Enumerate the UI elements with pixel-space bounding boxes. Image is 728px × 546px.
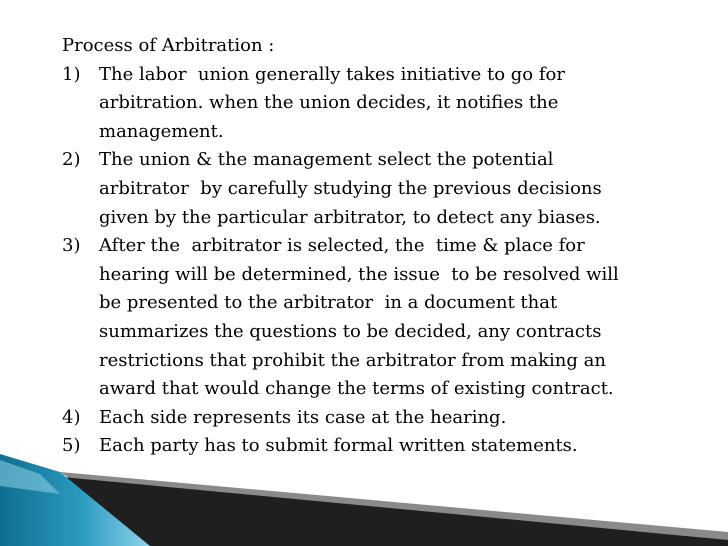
- item-number: 5): [62, 435, 81, 457]
- list-item: [62, 146, 662, 232]
- slide-heading: Process of Arbitration :: [62, 35, 275, 56]
- process-steps-list: [62, 61, 662, 461]
- item-number: 3): [62, 235, 81, 257]
- item-text-line: After the arbitrator is selected, the time & place for: [99, 235, 585, 257]
- footer-stripe-dark: [52, 476, 728, 546]
- item-text-line: be presented to the arbitrator in a document that: [99, 292, 558, 314]
- item-number: 2): [62, 149, 81, 171]
- item-text-line: The union & the management select the potential: [99, 149, 554, 171]
- item-text-line: given by the particular arbitrator, to detect any biases.: [99, 206, 601, 228]
- item-text-line: management.: [99, 120, 224, 142]
- item-text-line: restrictions that prohibit the arbitrator from making an: [99, 349, 606, 371]
- list-item: [62, 404, 662, 433]
- item-number: 4): [62, 406, 81, 428]
- item-text-line: summarizes the questions to be decided, any contracts: [99, 320, 602, 342]
- item-text-line: hearing will be determined, the issue to be resolved will: [99, 263, 619, 285]
- item-text-line: award that would change the terms of existing contract.: [99, 378, 614, 400]
- list-item: [62, 61, 662, 147]
- item-text-line: Each side represents its case at the hearing.: [99, 406, 507, 428]
- item-number: 1): [62, 63, 81, 85]
- item-text-line: arbitrator by carefully studying the previous decisions: [99, 177, 602, 199]
- item-text-line: Each party has to submit formal written statements.: [99, 435, 578, 457]
- slide-body: [62, 32, 662, 461]
- item-text-line: The labor union generally takes initiative to go for: [99, 63, 565, 85]
- list-item: [62, 232, 662, 404]
- item-text-line: arbitration. when the union decides, it notifies the: [99, 92, 559, 114]
- decorative-footer-band: [0, 454, 728, 546]
